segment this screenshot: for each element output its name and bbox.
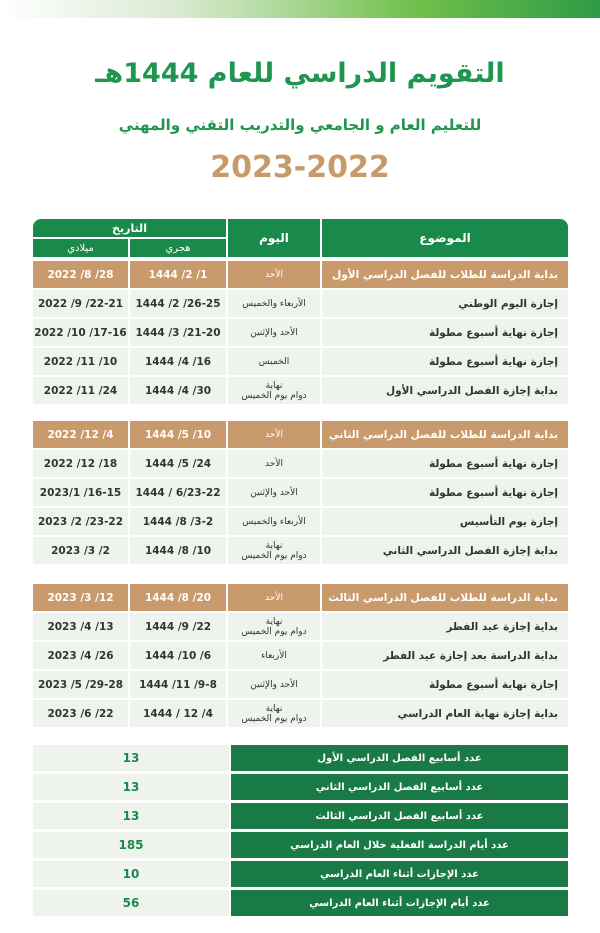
row-hijri: 1444 /9 /22 (130, 613, 226, 640)
row-day: الخميس (228, 348, 320, 375)
row-gregorian: 2022 /10 /17-16 (33, 319, 128, 346)
row-day: الأحد (228, 261, 320, 288)
row-day: الأحد (228, 450, 320, 477)
header-hijri: هجري (130, 239, 226, 257)
stat-row (33, 890, 568, 916)
row-hijri: 1444 /2 /1 (130, 261, 226, 288)
row-subject: بداية الدراسة بعد إجازة عيد الفطر (322, 642, 568, 669)
row-subject: إجازة نهاية أسبوع مطولة (322, 450, 568, 477)
stat-label: عدد الإجازات أثناء العام الدراسي (231, 861, 568, 887)
row-subject: بداية إجازة الفصل الدراسي الثاني (322, 537, 568, 564)
table-row (33, 700, 568, 727)
page-title: التقويم الدراسي للعام 1444هـ (95, 58, 505, 89)
stat-label: عدد أيام الدراسة الفعلية خلال العام الدراسي (231, 832, 568, 858)
row-gregorian: 2023/1 /16-15 (33, 479, 128, 506)
table-row (33, 377, 568, 404)
stat-value: 13 (33, 774, 229, 800)
row-hijri: 1444 /11 /9-8 (130, 671, 226, 698)
row-gregorian: 2023 /6 /22 (33, 700, 128, 727)
row-gregorian: 2023 /3 /12 (33, 584, 128, 611)
table-row (33, 290, 568, 317)
row-hijri: 1444 /5 /24 (130, 450, 226, 477)
row-gregorian: 2023 /4 /26 (33, 642, 128, 669)
row-gregorian: 2022 /12 /18 (33, 450, 128, 477)
row-day: نهاية دوام يوم الخميس (228, 537, 320, 564)
row-subject: إجازة نهاية أسبوع مطولة (322, 319, 568, 346)
table-row (33, 508, 568, 535)
row-day: الأحد والإثنين (228, 479, 320, 506)
row-day: الأربعاء (228, 642, 320, 669)
row-subject: بداية إجازة الفصل الدراسي الأول (322, 377, 568, 404)
stat-row (33, 861, 568, 887)
row-day: الأربعاء والخميس (228, 290, 320, 317)
row-day: الأحد (228, 584, 320, 611)
table-row (33, 642, 568, 669)
row-day: الأحد (228, 421, 320, 448)
stat-row (33, 803, 568, 829)
table-row (33, 537, 568, 564)
row-subject: إجازة نهاية أسبوع مطولة (322, 348, 568, 375)
stat-label: عدد أيام الإجازات أثناء العام الدراسي (231, 890, 568, 916)
table-row (33, 671, 568, 698)
table-row (33, 319, 568, 346)
row-gregorian: 2022 /11 /10 (33, 348, 128, 375)
table-row (33, 613, 568, 640)
table-row (33, 421, 568, 448)
row-gregorian: 2022 /9 /22-21 (33, 290, 128, 317)
row-hijri: 1444 /4 /30 (130, 377, 226, 404)
stat-label: عدد أسابيع الفصل الدراسي الثاني (231, 774, 568, 800)
stat-label: عدد أسابيع الفصل الدراسي الثالث (231, 803, 568, 829)
stat-value: 185 (33, 832, 229, 858)
stat-row (33, 745, 568, 771)
stat-row (33, 832, 568, 858)
header-day: اليوم (228, 219, 320, 257)
row-subject: إجازة نهاية أسبوع مطولة (322, 671, 568, 698)
table-row (33, 450, 568, 477)
row-hijri: 1444 / 6/23-22 (130, 479, 226, 506)
row-day: الأحد والإثنين (228, 319, 320, 346)
row-gregorian: 2022 /12 /4 (33, 421, 128, 448)
row-day: الأربعاء والخميس (228, 508, 320, 535)
row-hijri: 1444 /8 /20 (130, 584, 226, 611)
row-gregorian: 2023 /4 /13 (33, 613, 128, 640)
row-gregorian: 2022 /11 /24 (33, 377, 128, 404)
stat-row (33, 774, 568, 800)
row-subject: إجازة نهاية أسبوع مطولة (322, 479, 568, 506)
header-subject: الموضوع (322, 219, 568, 257)
page-subtitle: للتعليم العام و الجامعي والتدريب التقني والمهني (118, 116, 482, 134)
row-hijri: 1444 /4 /16 (130, 348, 226, 375)
row-hijri: 1444 / 12 /4 (130, 700, 226, 727)
header-date: التاريخ (33, 219, 226, 237)
row-day: نهاية دوام يوم الخميس (228, 613, 320, 640)
row-day: نهاية دوام يوم الخميس (228, 377, 320, 404)
table-header (33, 219, 568, 257)
top-decorative-bar (0, 0, 600, 18)
table-row (33, 261, 568, 288)
row-hijri: 1444 /8 /10 (130, 537, 226, 564)
row-hijri: 1444 /8 /3-2 (130, 508, 226, 535)
row-subject: إجازة اليوم الوطني (322, 290, 568, 317)
table-row (33, 348, 568, 375)
row-hijri: 1444 /10 /6 (130, 642, 226, 669)
row-hijri: 1444 /2 /26-25 (130, 290, 226, 317)
row-gregorian: 2023 /3 /2 (33, 537, 128, 564)
stat-value: 13 (33, 745, 229, 771)
row-gregorian: 2022 /8 /28 (33, 261, 128, 288)
table-row (33, 479, 568, 506)
stat-label: عدد أسابيع الفصل الدراسي الأول (231, 745, 568, 771)
row-subject: بداية إجازة عيد الفطر (322, 613, 568, 640)
row-hijri: 1444 /3 /21-20 (130, 319, 226, 346)
row-gregorian: 2023 /2 /23-22 (33, 508, 128, 535)
stat-value: 56 (33, 890, 229, 916)
academic-year: 2023-2022 (210, 150, 390, 185)
row-day: الأحد والإثنين (228, 671, 320, 698)
header-gregorian: ميلادي (33, 239, 128, 257)
row-subject: بداية الدراسة للطلاب للفصل الدراسي الأول (322, 261, 568, 288)
row-subject: بداية الدراسة للطلاب للفصل الدراسي الثالث (322, 584, 568, 611)
row-subject: بداية الدراسة للطلاب للفصل الدراسي الثاني (322, 421, 568, 448)
row-subject: إجازة يوم التأسيس (322, 508, 568, 535)
row-hijri: 1444 /5 /10 (130, 421, 226, 448)
row-day: نهاية دوام يوم الخميس (228, 700, 320, 727)
row-subject: بداية إجازة نهاية العام الدراسي (322, 700, 568, 727)
table-row (33, 584, 568, 611)
stat-value: 13 (33, 803, 229, 829)
stat-value: 10 (33, 861, 229, 887)
row-gregorian: 2023 /5 /29-28 (33, 671, 128, 698)
